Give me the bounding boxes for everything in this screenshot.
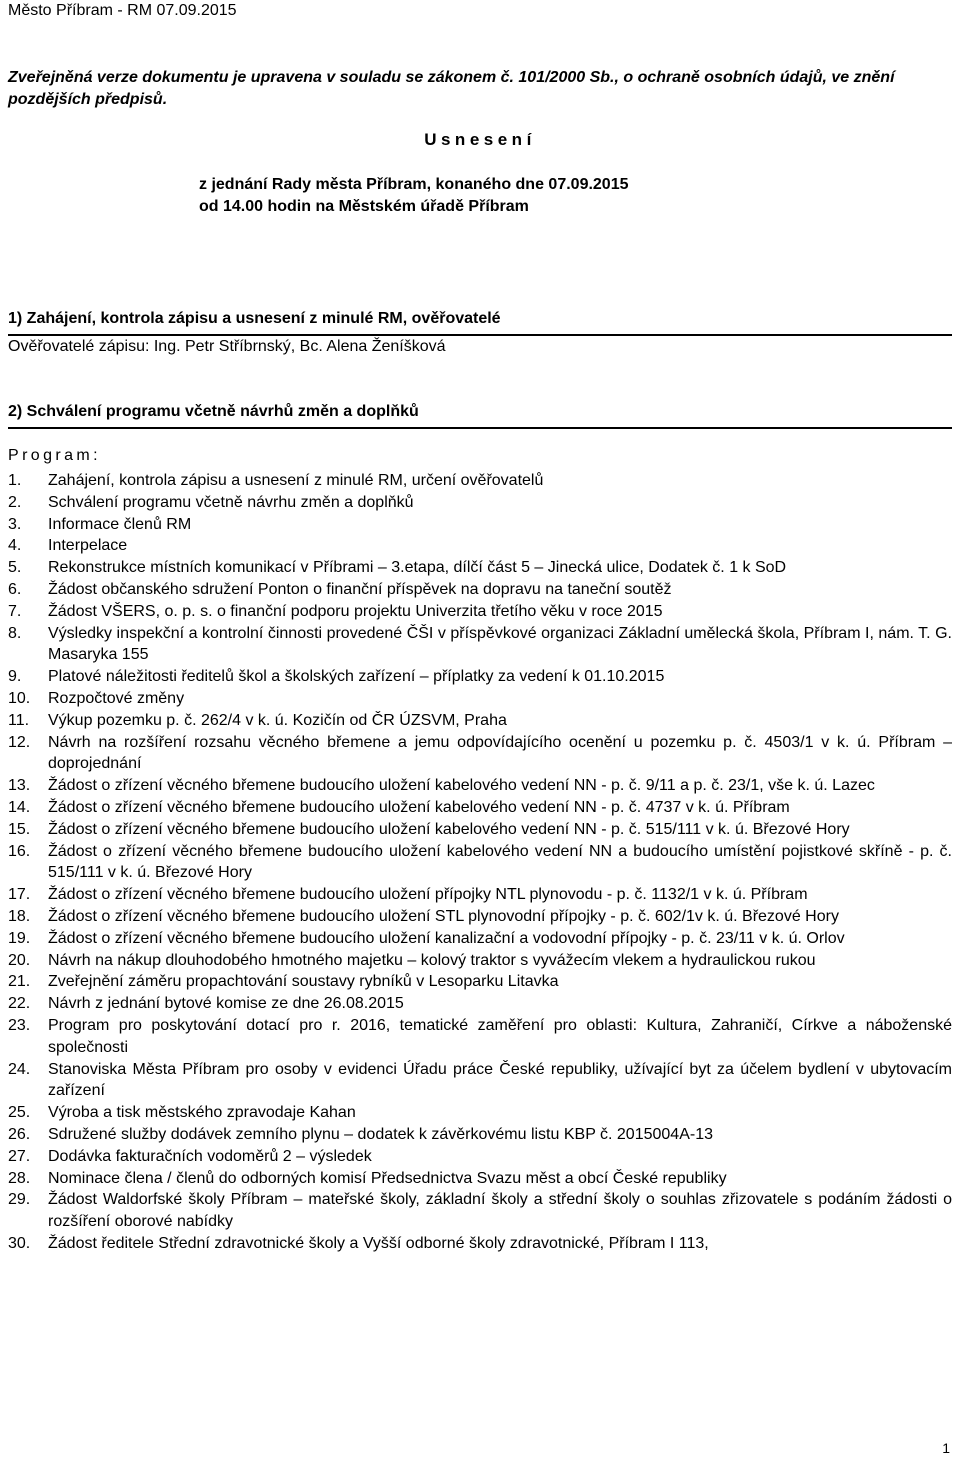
list-item <box>8 557 952 579</box>
publication-note: Zveřejněná verze dokumentu je upravena v souladu se zákonem č. 101/2000 Sb., o ochraně osobních údajů, ve znění pozdějších předpisů. <box>8 69 895 108</box>
list-item-number: 26. <box>8 1125 31 1143</box>
list-item <box>8 688 952 710</box>
list-item <box>8 514 952 536</box>
list-item-number: 29. <box>8 1191 31 1209</box>
list-item-number: 3. <box>8 515 22 533</box>
list-item-text: Žádost ředitele Střední zdravotnické školy a Vyšší odborné školy zdravotnické, Příbram I 113, <box>48 1234 709 1252</box>
meeting-info: z jednání Rady města Příbram, konaného dne 07.09.2015 <box>199 176 629 193</box>
list-item <box>8 928 952 950</box>
list-item-number: 24. <box>8 1060 31 1078</box>
list-item-text: Zveřejnění záměru propachtování soustavy rybníků v Lesoparku Litavka <box>48 973 559 991</box>
list-item-number: 8. <box>8 624 22 642</box>
list-item-text: Výkup pozemku p. č. 262/4 v k. ú. Kozičín od ČR ÚZSVM, Praha <box>48 711 507 729</box>
list-item <box>8 1015 952 1059</box>
list-item <box>8 470 952 492</box>
list-item-number: 16. <box>8 842 31 860</box>
list-item-text: Výsledky inspekční a kontrolní činnosti provedené ČŠI v příspěvkové organizaci Základní umělecká škola, Příbram I, nám. T. G. Masaryka 155 <box>48 624 952 664</box>
list-item-number: 15. <box>8 820 31 838</box>
list-item-number: 27. <box>8 1147 31 1165</box>
list-item-number: 23. <box>8 1016 31 1034</box>
list-item-text: Rekonstrukce místních komunikací v Příbrami – 3.etapa, dílčí část 5 – Jinecká ulice, Dodatek č. 1 k SoD <box>48 559 787 577</box>
meeting-time: od 14.00 hodin na Městském úřadě Příbram <box>199 198 529 215</box>
list-item-number: 14. <box>8 798 31 816</box>
list-item-number: 17. <box>8 886 31 904</box>
document-header-title: Město Příbram - RM 07.09.2015 <box>8 2 237 19</box>
list-item <box>8 819 952 841</box>
list-item-number: 1. <box>8 472 22 489</box>
list-item-number: 7. <box>8 602 22 620</box>
list-item-text: Žádost o zřízení věcného břemene budoucího uložení kabelového vedení NN a budoucího umístění pojistkové skříně - p. č. 515/111 v k. ú. Březové Hory <box>48 842 952 882</box>
list-item <box>8 1124 952 1146</box>
list-item-text: Program pro poskytování dotací pro r. 2016, tematické zaměření pro oblasti: Kultura, Zahraničí, Církve a náboženské společnosti <box>48 1016 952 1056</box>
list-item-text: Zahájení, kontrola zápisu a usnesení z minulé RM, určení ověřovatelů <box>48 472 544 489</box>
list-item-text: Žádost o zřízení věcného břemene budoucího uložení kabelového vedení NN - p. č. 515/111 v k. ú. Březové Hory <box>48 820 850 838</box>
list-item-text: Dodávka fakturačních vodoměrů 2 – výsledek <box>48 1147 372 1165</box>
section-heading-2: 2) Schválení programu včetně návrhů změn a doplňků <box>8 402 952 429</box>
list-item-text: Interpelace <box>48 537 128 555</box>
list-item <box>8 797 952 819</box>
list-item <box>8 971 952 993</box>
list-item-text: Návrh na nákup dlouhodobého hmotného majetku – kolový traktor s vyvážecím vlekem a hydraulickou rukou <box>48 951 816 969</box>
list-item-text: Žádost o zřízení věcného břemene budoucího uložení STL plynovodní přípojky - p. č. 602/1v k. ú. Březové Hory <box>48 907 839 925</box>
list-item-text: Návrh na rozšíření rozsahu věcného břemene a jemu odpovídajícího ocenění u pozemku p. č. 4503/1 v k. ú. Příbram – doprojednání <box>48 733 952 773</box>
list-item-number: 10. <box>8 689 31 707</box>
list-item-number: 2. <box>8 493 22 511</box>
list-item-text: Žádost o zřízení věcného břemene budoucího uložení přípojky NTL plynovodu - p. č. 1132/1 v k. ú. Příbram <box>48 886 808 904</box>
list-item <box>8 1102 952 1124</box>
list-item <box>8 1233 952 1255</box>
list-item <box>8 993 952 1015</box>
list-item-text: Žádost občanského sdružení Ponton o finanční příspěvek na dopravu na taneční soutěž <box>48 580 672 598</box>
list-item-text: Žádost o zřízení věcného břemene budoucího uložení kanalizační a vodovodní přípojky - p. č. 23/11 v k. ú. Orlov <box>48 929 845 947</box>
verifiers-line: Ověřovatelé zápisu: Ing. Petr Stříbrnský, Bc. Alena Ženíšková <box>8 338 446 355</box>
list-item <box>8 535 952 557</box>
program-list <box>8 470 952 1255</box>
list-item <box>8 666 952 688</box>
list-item-number: 12. <box>8 733 31 751</box>
list-item-number: 28. <box>8 1169 31 1187</box>
list-item-text: Návrh z jednání bytové komise ze dne 26.08.2015 <box>48 995 404 1013</box>
program-label: Program: <box>8 447 101 464</box>
list-item-text: Nominace člena / členů do odborných komisí Předsednictva Svazu měst a obcí České republiky <box>48 1169 727 1187</box>
list-item-text: Schválení programu včetně návrhu změn a doplňků <box>48 493 414 511</box>
list-item <box>8 623 952 667</box>
list-item-number: 20. <box>8 951 31 969</box>
list-item <box>8 950 952 972</box>
list-item-number: 19. <box>8 929 31 947</box>
list-item-text: Žádost o zřízení věcného břemene budoucího uložení kabelového vedení NN - p. č. 9/11 a p. č. 23/1, vše k. ú. Lazec <box>48 777 875 795</box>
list-item <box>8 1189 952 1233</box>
list-item-text: Výroba a tisk městského zpravodaje Kahan <box>48 1104 356 1122</box>
list-item-text: Sdružené služby dodávek zemního plynu – dodatek k závěrkovému listu KBP č. 2015004A-13 <box>48 1125 713 1143</box>
list-item-text: Stanoviska Města Příbram pro osoby v evidenci Úřadu práce České republiky, užívající byt za účelem bydlení v ubytovacím zařízení <box>48 1060 952 1100</box>
list-item <box>8 1059 952 1103</box>
resolution-title: Usnesení <box>424 130 536 149</box>
list-item-text: Žádost o zřízení věcného břemene budoucího uložení kabelového vedení NN - p. č. 4737 v k. ú. Příbram <box>48 798 790 816</box>
list-item-number: 11. <box>8 711 30 729</box>
list-item <box>8 884 952 906</box>
list-item <box>8 841 952 885</box>
list-item <box>8 1146 952 1168</box>
list-item <box>8 906 952 928</box>
list-item <box>8 710 952 732</box>
page-number: 1 <box>942 1440 950 1456</box>
list-item-number: 6. <box>8 580 22 598</box>
list-item-text: Žádost Waldorfské školy Příbram – mateřské školy, základní školy a střední školy o souhlas zřizovatele s podáním žádosti o rozšíření oborové nabídky <box>48 1191 952 1231</box>
list-item <box>8 1168 952 1190</box>
list-item <box>8 732 952 776</box>
list-item-number: 30. <box>8 1234 31 1252</box>
list-item <box>8 579 952 601</box>
list-item <box>8 492 952 514</box>
section-heading-1: 1) Zahájení, kontrola zápisu a usnesení z minulé RM, ověřovatelé <box>8 309 952 336</box>
list-item-number: 4. <box>8 537 22 555</box>
list-item-number: 25. <box>8 1104 31 1122</box>
list-item-number: 21. <box>8 973 31 991</box>
list-item-text: Rozpočtové změny <box>48 689 185 707</box>
list-item-text: Žádost VŠERS, o. p. s. o finanční podporu projektu Univerzita třetího věku v roce 2015 <box>48 602 663 620</box>
list-item <box>8 775 952 797</box>
list-item-number: 13. <box>8 777 31 795</box>
list-item-number: 5. <box>8 559 22 577</box>
list-item-text: Informace členů RM <box>48 515 192 533</box>
list-item-number: 18. <box>8 907 31 925</box>
list-item-number: 22. <box>8 995 31 1013</box>
list-item-number: 9. <box>8 668 22 686</box>
list-item-text: Platové náležitosti ředitelů škol a školských zařízení – příplatky za vedení k 01.10.2015 <box>48 668 665 686</box>
list-item <box>8 601 952 623</box>
